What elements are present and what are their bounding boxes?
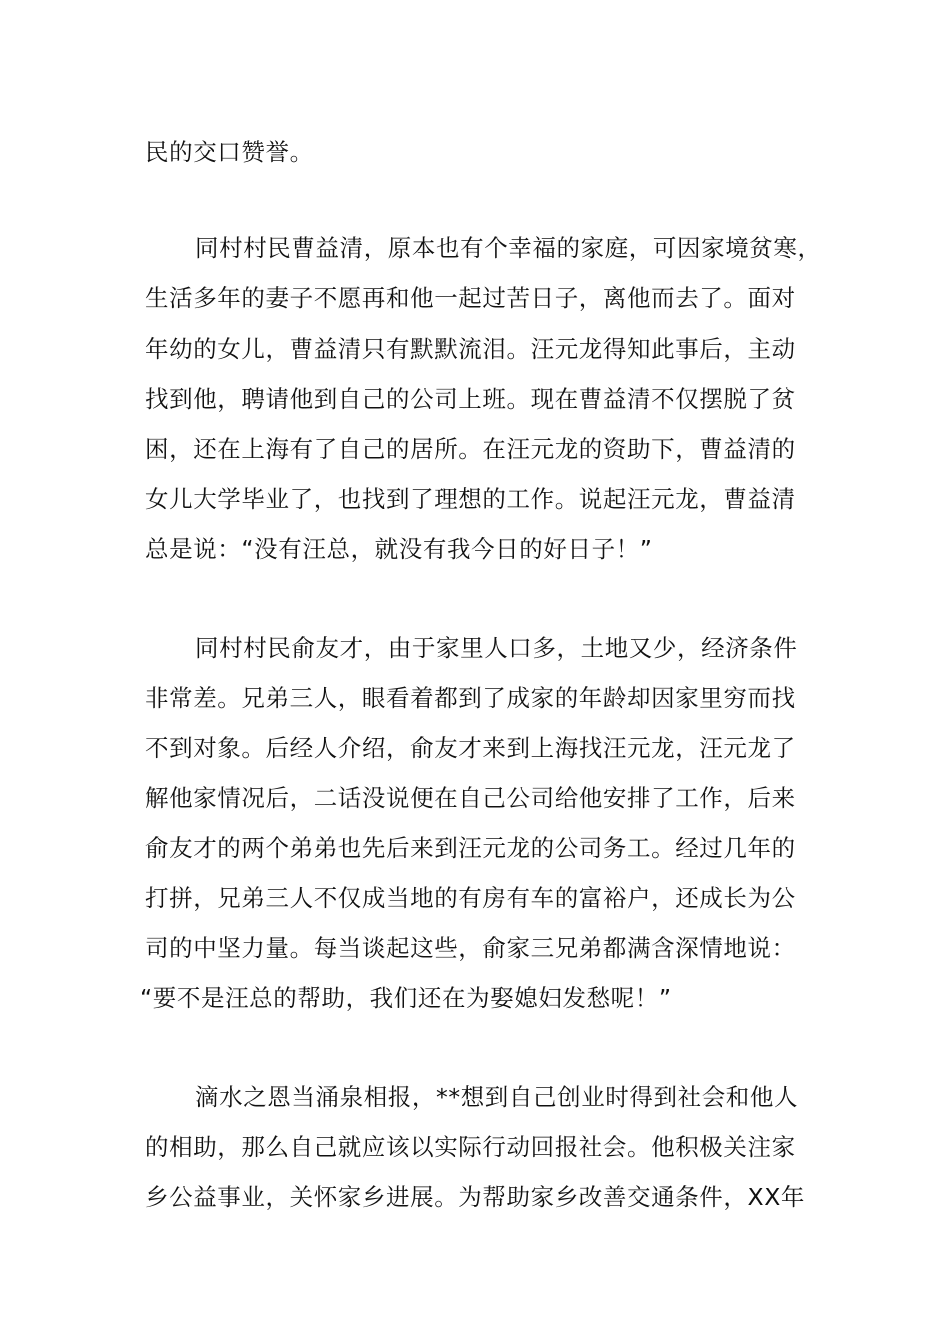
paragraph-line: 滴水之恩当涌泉相报，**想到自己创业时得到社会和他人 [195,1083,799,1111]
paragraph-line: 总是说：“没有汪总，就没有我今日的好日子！” [145,535,653,563]
paragraph-line: 不到对象。后经人介绍，俞友才来到上海找汪元龙，汪元龙了 [145,734,796,762]
paragraph-line: 非常差。兄弟三人，眼看着都到了成家的年龄却因家里穷而找 [145,684,796,712]
paragraph-line: 解他家情况后，二话没说便在自己公司给他安排了工作，后来 [145,784,796,812]
paragraph-line: 困，还在上海有了自己的居所。在汪元龙的资助下，曹益清的 [145,435,796,463]
paragraph-line: 同村村民俞友才，由于家里人口多，土地又少，经济条件 [195,634,798,662]
paragraph-line: 同村村民曹益清，原本也有个幸福的家庭，可因家境贫寒， [195,234,822,262]
paragraph-line: 打拼，兄弟三人不仅成当地的有房有车的富裕户，还成长为公 [145,884,796,912]
paragraph-line: “要不是汪总的帮助，我们还在为娶媳妇发愁呢！” [140,984,672,1012]
paragraph-line: 司的中坚力量。每当谈起这些，俞家三兄弟都满含深情地说： [145,934,796,962]
paragraph-line: 女儿大学毕业了，也找到了理想的工作。说起汪元龙，曹益清 [145,485,796,513]
paragraph-line: 的相助，那么自己就应该以实际行动回报社会。他积极关注家 [145,1133,796,1161]
paragraph-line: 民的交口赞誉。 [145,138,314,166]
paragraph-line: 年幼的女儿，曹益清只有默默流泪。汪元龙得知此事后，主动 [145,335,796,363]
paragraph-line: 乡公益事业，关怀家乡进展。为帮助家乡改善交通条件，XX年 [145,1183,805,1211]
paragraph-line: 俞友才的两个弟弟也先后来到汪元龙的公司务工。经过几年的 [145,834,796,862]
paragraph-line: 生活多年的妻子不愿再和他一起过苦日子，离他而去了。面对 [145,284,796,312]
paragraph-line: 找到他，聘请他到自己的公司上班。现在曹益清不仅摆脱了贫 [145,385,796,413]
